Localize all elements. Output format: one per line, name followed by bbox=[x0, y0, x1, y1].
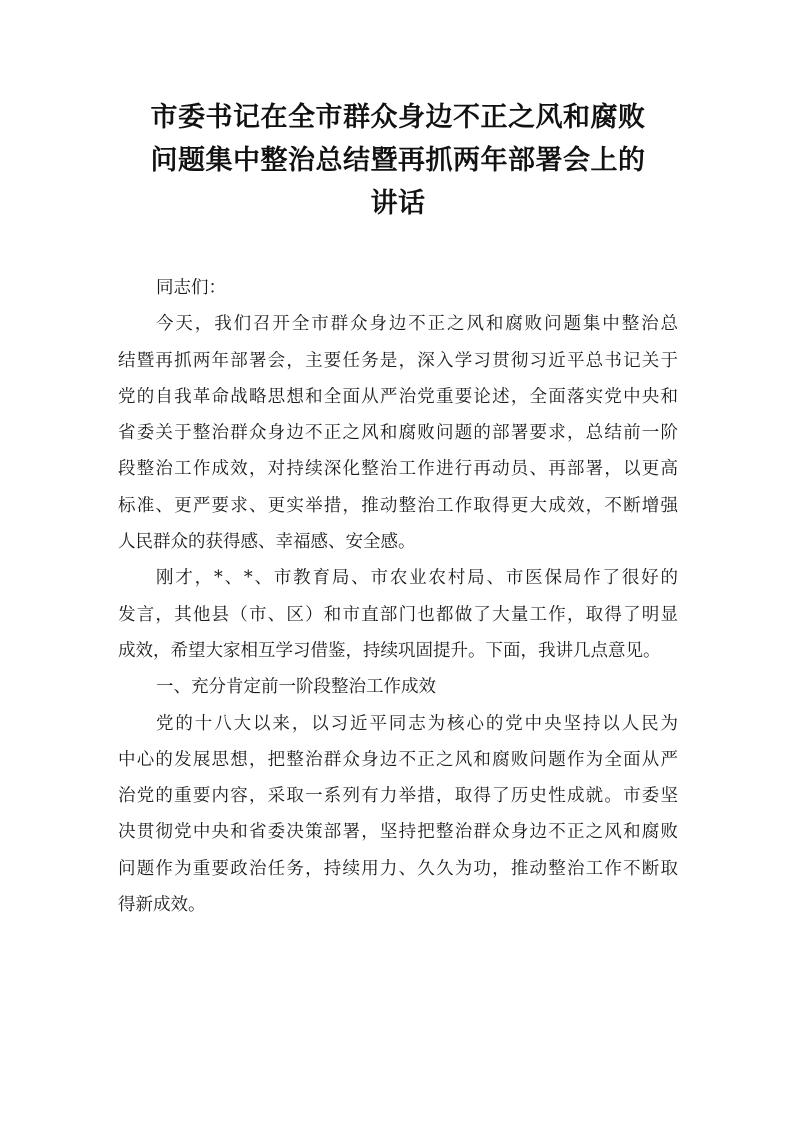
title-line: 问题集中整治总结暨再抓两年部署会上的 bbox=[150, 145, 646, 176]
paragraph-speeches bbox=[118, 560, 678, 669]
paragraph-line: 得新成效。 bbox=[118, 895, 206, 916]
paragraph-line: 省委关于整治群众身边不正之风和腐败问题的部署要求，总结前一阶 bbox=[118, 423, 678, 444]
paragraph-line: 刚才，*、*、市教育局、市农业农村局、市医保局作了很好的 bbox=[156, 568, 678, 589]
paragraph-line: 标准、更严要求、更实举措，推动整治工作取得更大成效，不断增强 bbox=[118, 495, 678, 516]
paragraph-line: 段整治工作成效，对持续深化整治工作进行再动员、再部署，以更高 bbox=[118, 459, 678, 480]
paragraph-line: 发言，其他县（市、区）和市直部门也都做了大量工作，取得了明显 bbox=[118, 604, 678, 625]
paragraph-line: 问题作为重要政治任务，持续用力、久久为功，推动整治工作不断取 bbox=[118, 858, 678, 879]
paragraph-line: 治党的重要内容，采取一系列有力举措，取得了历史性成就。市委坚 bbox=[118, 786, 678, 807]
title-line: 市委书记在全市群众身边不正之风和腐败 bbox=[150, 102, 646, 133]
paragraph-line: 结暨再抓两年部署会，主要任务是，深入学习贯彻习近平总书记关于 bbox=[118, 350, 678, 371]
paragraph-line: 党的自我革命战略思想和全面从严治党重要论述，全面落实党中央和 bbox=[118, 386, 678, 407]
section-heading: 一、充分肯定前一阶段整治工作成效 bbox=[156, 677, 436, 698]
paragraph-line: 中心的发展思想，把整治群众身边不正之风和腐败问题作为全面从严 bbox=[118, 749, 678, 770]
paragraph-line: 人民群众的获得感、幸福感、安全感。 bbox=[118, 532, 416, 553]
paragraph-opening bbox=[118, 306, 678, 560]
paragraph-line: 今天，我们召开全市群众身边不正之风和腐败问题集中整治总 bbox=[156, 314, 678, 335]
paragraph-line: 决贯彻党中央和省委决策部署，坚持把整治群众身边不正之风和腐败 bbox=[118, 822, 678, 843]
paragraph-line: 党的十八大以来，以习近平同志为核心的党中央坚持以人民为 bbox=[156, 713, 678, 734]
salutation: 同志们： bbox=[156, 278, 226, 298]
title-line: 讲话 bbox=[370, 188, 426, 219]
paragraph-section-one bbox=[118, 706, 678, 924]
document-body bbox=[118, 270, 678, 923]
paragraph-line: 成效，希望大家相互学习借鉴，持续巩固提升。下面，我讲几点意见。 bbox=[118, 640, 661, 661]
document-title bbox=[118, 96, 678, 225]
